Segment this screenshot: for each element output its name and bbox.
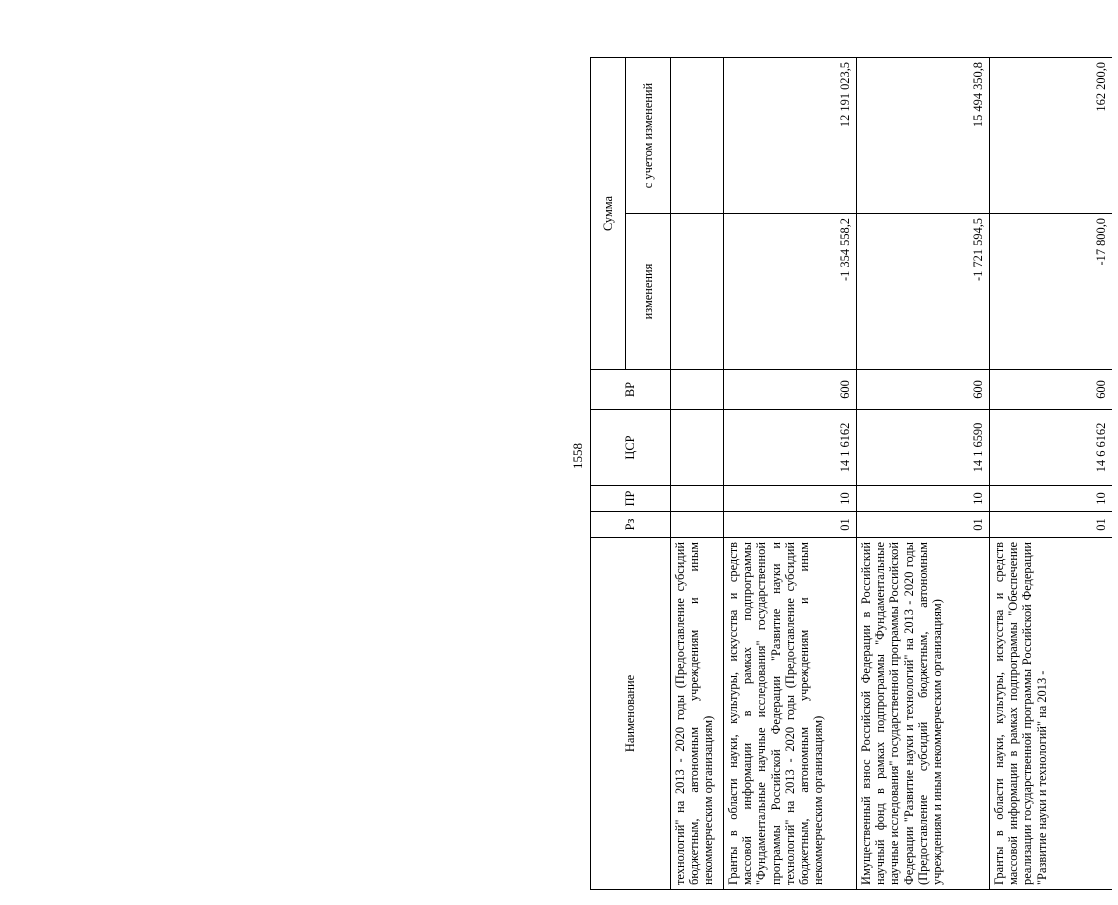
header-rz: Рз bbox=[591, 512, 671, 538]
row-total bbox=[671, 58, 724, 214]
row-rz: 01 bbox=[724, 512, 857, 538]
header-name: Наименование bbox=[591, 538, 671, 890]
row-pr: 10 bbox=[990, 486, 1113, 512]
row-vr: 600 bbox=[857, 370, 990, 410]
table-row bbox=[990, 58, 1113, 890]
header-row-1 bbox=[591, 58, 626, 890]
row-rz bbox=[671, 512, 724, 538]
row-pr: 10 bbox=[857, 486, 990, 512]
header-pr: ПР bbox=[591, 486, 671, 512]
row-total: 162 200,0 bbox=[990, 58, 1113, 214]
row-vr: 600 bbox=[990, 370, 1113, 410]
table-row bbox=[857, 58, 990, 890]
table-row bbox=[671, 58, 724, 890]
page-number: 1558 bbox=[570, 443, 585, 469]
row-csr: 14 1 6162 bbox=[724, 410, 857, 486]
row-name: Гранты в области науки, культуры, искусства и средств массовой информации в рамках подпрограммы "Фундаментальные научные исследования" государственной программы Российской Федерации "Развитие науки и технологий" на 2013 - 2020 годы (Предоставление субсидий бюджетным, автономным учреждениям и иным некоммерческим организациям) bbox=[724, 538, 857, 890]
row-izmeneniya bbox=[671, 214, 724, 370]
row-name: технологий" на 2013 - 2020 годы (Предоставление субсидий бюджетным, автономным учреждениям и иным некоммерческим организациям) bbox=[671, 538, 724, 890]
budget-table bbox=[590, 57, 1112, 890]
row-vr: 600 bbox=[724, 370, 857, 410]
header-summa: Сумма bbox=[591, 58, 626, 370]
rotated-page bbox=[590, 58, 1118, 890]
header-vr: ВР bbox=[591, 370, 671, 410]
row-csr: 14 6 6162 bbox=[990, 410, 1113, 486]
row-total: 12 191 023,5 bbox=[724, 58, 857, 214]
header-csr: ЦСР bbox=[591, 410, 671, 486]
row-name: Имущественный взнос Российской Федерации в Российский научный фонд в рамках подпрограммы "Фундаментальные научные исследования" государственной программы Российской Федерации "Развитие науки и технологий" на 2013 - 2020 годы (Предоставление субсидий бюджетным, автономным учреждениям и иным некоммерческим организациям) bbox=[857, 538, 990, 890]
row-total: 15 494 350,8 bbox=[857, 58, 990, 214]
row-name: Гранты в области науки, культуры, искусства и средств массовой информации в рамках подпрограммы "Обеспечение реализации государственной программы Российской Федерации "Развитие науки и технологий" на 2013 - bbox=[990, 538, 1113, 890]
row-vr bbox=[671, 370, 724, 410]
table-row bbox=[724, 58, 857, 890]
row-rz: 01 bbox=[990, 512, 1113, 538]
row-izmeneniya: -1 354 558,2 bbox=[724, 214, 857, 370]
row-rz: 01 bbox=[857, 512, 990, 538]
row-csr: 14 1 6590 bbox=[857, 410, 990, 486]
row-izmeneniya: -1 721 594,5 bbox=[857, 214, 990, 370]
header-izmeneniya: изменения bbox=[626, 214, 671, 370]
row-csr bbox=[671, 410, 724, 486]
row-pr bbox=[671, 486, 724, 512]
row-izmeneniya: -17 800,0 bbox=[990, 214, 1113, 370]
row-pr: 10 bbox=[724, 486, 857, 512]
header-s-uchetom: с учетом изменений bbox=[626, 58, 671, 214]
